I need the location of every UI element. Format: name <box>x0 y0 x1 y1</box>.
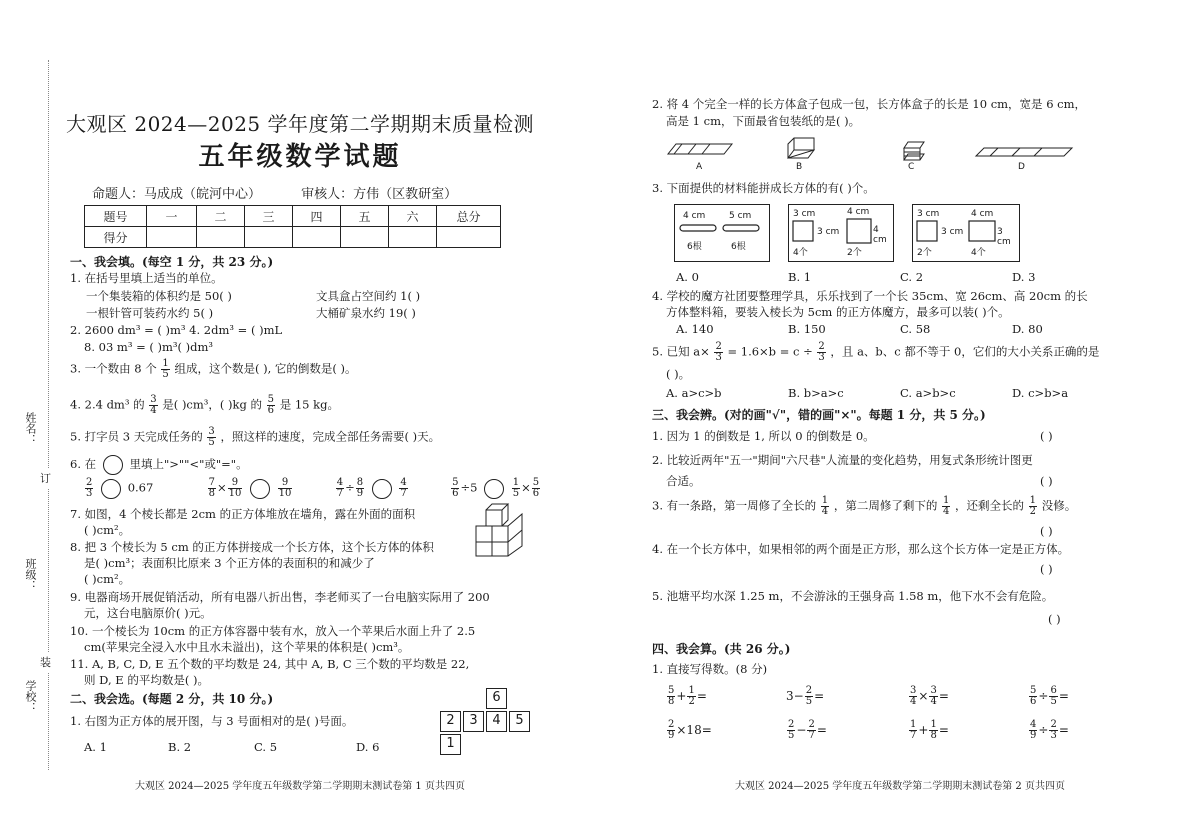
fig3-d: 3 cm <box>997 227 1011 247</box>
compare-circle-icon <box>103 455 123 475</box>
name-label: 姓名： <box>24 412 37 445</box>
question-4-post: 是 15 kg。 <box>279 397 339 412</box>
score-input-cell[interactable] <box>389 227 437 248</box>
frac-5-8: $\frac{5}{8}$ <box>668 685 675 707</box>
frac-1-2: $\frac{1}{2}$ <box>1029 495 1037 517</box>
s3q4-answer-paren[interactable]: ( ) <box>1040 562 1053 576</box>
binding-zhuang: 装 <box>40 652 51 672</box>
s2q5-mid: = 1.6×b = c ÷ <box>727 344 813 359</box>
frac-5-6b: $\frac{5}{6}$ <box>452 477 459 499</box>
fig3-b: 4 cm <box>971 209 994 219</box>
score-input-cell[interactable] <box>341 227 389 248</box>
question-3-pre: 3. 一个数由 8 个 <box>70 361 157 376</box>
score-row-label: 得分 <box>85 227 147 248</box>
s3-question-2a: 2. 比较近两年"五一"期间"六尺巷"人流量的变化趋势，用复式条形统计图更 <box>652 453 1033 467</box>
frac-5-6d: $\frac{5}{6}$ <box>1030 685 1037 707</box>
net-face-2: 2 <box>440 711 461 732</box>
score-input-cell[interactable] <box>245 227 293 248</box>
question-1: 1. 在括号里填上适当的单位。 <box>70 271 223 285</box>
question-9a: 9. 电器商场开展促销活动，所有电器八折出售，李老师买了一台电脑实际用了 200 <box>70 590 490 604</box>
packaging-label-b: B <box>796 162 803 172</box>
fig2-e: 4个 <box>793 248 808 258</box>
fig2-b: 4 cm <box>847 207 870 217</box>
frac-2-5b: $\frac{2}{5}$ <box>788 719 795 741</box>
score-header-cell: 三 <box>245 206 293 227</box>
binding-ding: 订 <box>40 468 51 488</box>
fig3-c: 3 cm <box>941 227 964 237</box>
frac-7-8: $\frac{7}{8}$ <box>208 477 215 499</box>
s2-question-2a: 2. 将 4 个完全一样的长方体盒子包成一包，长方体盒子的长是 10 cm，宽是 6 cm， <box>652 97 1087 111</box>
stacked-cubes-figure <box>472 500 532 560</box>
s2q4-option-c[interactable]: C. 58 <box>900 322 931 336</box>
score-header-cell: 六 <box>389 206 437 227</box>
s2q5-pre: 5. 已知 a× <box>652 344 710 359</box>
exam-page-2 <box>600 0 1200 830</box>
exam-title-line1: 大观区 2024—2025 学年度第二学期期末质量检测 <box>65 112 534 136</box>
frac-4-9: $\frac{4}{9}$ <box>1030 719 1037 741</box>
question-11a: 11. A, B, C, D, E 五个数的平均数是 24, 其中 A, B, C 三个数的平均数是 22, <box>70 657 470 671</box>
s2q1-option-d[interactable]: D. 6 <box>356 740 380 754</box>
s2-question-4b: 方体整料箱，要装入棱长为 5cm 的正方体魔方，最多可以装( )个。 <box>666 305 1010 319</box>
fig2-f: 2个 <box>847 248 862 258</box>
compare-circle-b[interactable] <box>250 479 270 499</box>
calc-item[interactable]: $\frac{4}{9}$ ÷ $\frac{2}{3}$ = <box>1030 719 1069 741</box>
score-header-cell: 总分 <box>437 206 501 227</box>
exam-title-line2: 五年级数学试题 <box>198 142 402 172</box>
material-box-3 <box>912 204 1020 262</box>
score-input-cell[interactable] <box>437 227 501 248</box>
s3-question-3 <box>652 496 1076 517</box>
question-9b: 元，这台电脑原价( )元。 <box>84 606 212 620</box>
fraction-5-6: $\frac{5}{6}$ <box>267 394 275 416</box>
s2q3-option-c[interactable]: C. 2 <box>900 270 924 284</box>
question-11b: 则 D, E 的平均数是( )。 <box>84 673 209 687</box>
frac-1-4b: $\frac{1}{4}$ <box>942 495 950 517</box>
s2q3-option-b[interactable]: B. 1 <box>788 270 812 284</box>
net-face-1: 1 <box>440 734 461 755</box>
score-input-cell[interactable] <box>197 227 245 248</box>
s2q3-option-d[interactable]: D. 3 <box>1012 270 1036 284</box>
score-header-cell: 二 <box>197 206 245 227</box>
question-5 <box>70 427 440 448</box>
compare-circle-d[interactable] <box>484 479 504 499</box>
s2-question-2b: 高是 1 cm，下面最省包装纸的是( )。 <box>666 114 861 128</box>
frac-4-7: $\frac{4}{7}$ <box>336 477 344 499</box>
question-10a: 10. 一个棱长为 10cm 的正方体容器中装有水，放入一个苹果后水面上升了 2.5 <box>70 624 476 638</box>
s3-question-1: 1. 因为 1 的倒数是 1, 所以 0 的倒数是 0。 <box>652 429 875 443</box>
frac-2-3: $\frac{2}{3}$ <box>86 477 93 499</box>
packaging-label-d: D <box>1018 162 1025 172</box>
author: 命题人：马成成（皖河中心） <box>92 187 262 202</box>
frac-1-5b: $\frac{1}{5}$ <box>512 477 520 499</box>
score-header-cell: 四 <box>293 206 341 227</box>
calc-item[interactable]: $\frac{3}{4}$ × $\frac{3}{4}$ = <box>910 685 949 707</box>
score-input-cell[interactable] <box>147 227 197 248</box>
score-input-cell[interactable] <box>293 227 341 248</box>
calc-item[interactable]: $\frac{2}{5}$ − $\frac{2}{7}$ = <box>788 719 827 741</box>
fig3-f: 4个 <box>971 248 986 258</box>
frac-9-10b: $\frac{9}{10}$ <box>278 477 292 499</box>
s3q5-answer-paren[interactable]: ( ) <box>1048 612 1061 626</box>
frac-1-2b: $\frac{1}{2}$ <box>688 685 695 707</box>
packaging-label-c: C <box>908 162 915 172</box>
compare-circle-a[interactable] <box>101 479 121 499</box>
s2q5-option-b[interactable]: B. b>a>c <box>788 386 844 400</box>
compare-d-op: ÷5 <box>460 480 478 495</box>
fig2-d: 4 cm <box>873 225 887 245</box>
frac-4-7b: $\frac{4}{7}$ <box>400 477 407 499</box>
compare-circle-c[interactable] <box>372 479 392 499</box>
question-5-pre: 5. 打字员 3 天完成任务的 <box>70 429 203 444</box>
s3q3-answer-paren[interactable]: ( ) <box>1040 524 1053 538</box>
fraction-3-4: $\frac{3}{4}$ <box>150 394 157 416</box>
frac-2-9: $\frac{2}{9}$ <box>668 719 675 741</box>
s4-question-1: 1. 直接写得数。(8 分) <box>652 662 768 676</box>
calc-item[interactable]: $\frac{5}{6}$ ÷ $\frac{6}{5}$ = <box>1030 685 1069 707</box>
fig1-len-b: 5 cm <box>729 211 752 221</box>
fraction-1-5: $\frac{1}{5}$ <box>162 358 169 380</box>
question-1c: 一根针管可装药水约 5( ) <box>86 306 214 320</box>
question-4-mid: 是( )cm³，( )kg 的 <box>162 397 262 412</box>
score-header-cell: 一 <box>147 206 197 227</box>
fig2-c: 3 cm <box>817 227 840 237</box>
frac-2-3c: $\frac{2}{3}$ <box>715 341 722 363</box>
s3q3-mid: ，第二周修了剩下的 <box>833 498 938 513</box>
frac-3-4c: $\frac{3}{4}$ <box>930 685 937 707</box>
question-1b: 文具盒占空间约 1( ) <box>316 289 421 303</box>
calc-item[interactable]: 3− $\frac{2}{5}$ = <box>786 685 825 707</box>
fig1-count-b: 6根 <box>731 242 746 252</box>
question-6-pre: 6. 在 <box>70 457 97 471</box>
section-2-heading: 二、我会选。(每题 2 分，共 10 分。) <box>70 692 274 706</box>
s2q1-option-b[interactable]: B. 2 <box>168 740 192 754</box>
authors-line <box>92 183 493 202</box>
score-header-cell: 五 <box>341 206 389 227</box>
s2-question-4a: 4. 学校的魔方社团要整理学具，乐乐找到了一个长 35cm、宽 26cm、高 20cm 的长 <box>652 289 1088 303</box>
frac-1-7: $\frac{1}{7}$ <box>910 719 917 741</box>
question-6-items: $\frac{2}{3}$ 0.67 $\frac{7}{8}$ × $\frac{9}{10}$ $\frac{9}{10}$ $\frac{4}{7}$ ÷ $\frac{8}{9}$ $\frac{4}{7}$ $\frac{5}{6}$ ÷5 $\frac{1}{5}$ × $\frac{5}{6}$ <box>86 477 540 499</box>
fraction-3-5: $\frac{3}{5}$ <box>208 426 215 448</box>
fig3-a: 3 cm <box>917 209 940 219</box>
s2q1-option-c[interactable]: C. 5 <box>254 740 278 754</box>
s2q1-option-a[interactable]: A. 1 <box>84 740 107 754</box>
s2-question-3: 3. 下面提供的材料能拼成长方体的有( )个。 <box>652 181 875 195</box>
frac-2-3e: $\frac{2}{3}$ <box>1050 719 1057 741</box>
question-3-post: 组成，这个数是( ), 它的倒数是( )。 <box>174 361 357 376</box>
frac-3-4b: $\frac{3}{4}$ <box>910 685 917 707</box>
frac-5-6c: $\frac{5}{6}$ <box>532 477 540 499</box>
s3-question-2b: 合适。 <box>666 474 701 488</box>
section-2-question-1: 1. 右图为正方体的展开图，与 3 号面相对的是( )号面。 <box>70 714 354 728</box>
net-face-5: 5 <box>509 711 530 732</box>
frac-2-7: $\frac{2}{7}$ <box>808 719 815 741</box>
question-7a: 7. 如图，4 个棱长都是 2cm 的正方体堆放在墙角，露在外面的面积 <box>70 507 416 521</box>
frac-6-5: $\frac{6}{5}$ <box>1050 685 1057 707</box>
s2q4-option-b[interactable]: B. 150 <box>788 322 826 336</box>
score-header-cell: 题号 <box>85 206 147 227</box>
net-face-4: 4 <box>486 711 507 732</box>
score-table-header <box>85 206 501 227</box>
question-1d: 大桶矿泉水约 19( ) <box>316 306 416 320</box>
question-4 <box>70 395 339 416</box>
s3q1-answer-paren[interactable]: ( ) <box>1040 429 1053 443</box>
question-6-post: 里填上">""<"或"="。 <box>129 457 248 471</box>
score-table-row <box>85 227 501 248</box>
question-4-pre: 4. 2.4 dm³ 的 <box>70 397 145 412</box>
class-label: 班级： <box>24 558 37 591</box>
section-4-heading: 四、我会算。(共 26 分。) <box>652 642 791 656</box>
section-1-heading: 一、我会填。(每空 1 分，共 23 分。) <box>70 255 274 269</box>
question-10b: cm(苹果完全浸入水中且水未溢出)，这个苹果的体积是( )cm³。 <box>84 640 410 654</box>
question-6 <box>70 455 248 475</box>
s2q4-option-d[interactable]: D. 80 <box>1012 322 1043 336</box>
s2q3-option-a[interactable]: A. 0 <box>676 270 699 284</box>
material-box-2 <box>788 204 894 262</box>
frac-1-8: $\frac{1}{8}$ <box>930 719 937 741</box>
s2q5-option-a[interactable]: A. a>c>b <box>666 386 722 400</box>
s2-question-5 <box>652 342 1099 363</box>
compare-a-tail: 0.67 <box>127 480 154 495</box>
frac-2-5: $\frac{2}{5}$ <box>805 685 813 707</box>
question-1a: 一个集装箱的体积约是 50( ) <box>86 289 232 303</box>
fig2-a: 3 cm <box>793 209 816 219</box>
frac-9-10: $\frac{9}{10}$ <box>228 477 242 499</box>
net-face-3: 3 <box>463 711 484 732</box>
s3q2-answer-paren[interactable]: ( ) <box>1040 474 1053 488</box>
s3q3-pre: 3. 有一条路，第一周修了全长的 <box>652 498 817 513</box>
s2q5-post: ，且 a、b、c 都不等于 0，它们的大小关系正确的是 <box>830 344 1100 359</box>
school-label: 学校： <box>24 680 37 713</box>
net-face-6: 6 <box>486 688 507 709</box>
question-8b: 是( )cm³；表面积比原来 3 个正方体的表面积的和减少了 <box>84 556 375 570</box>
section-3-heading: 三、我会辨。(对的画"√"，错的画"×"。每题 1 分，共 5 分。) <box>652 408 986 422</box>
frac-1-4a: $\frac{1}{4}$ <box>821 495 829 517</box>
question-8c: ( )cm²。 <box>84 572 131 586</box>
score-table <box>84 205 501 248</box>
question-5-post: ，照这样的速度，完成全部任务需要( )天。 <box>220 429 441 444</box>
s2q5-option-d[interactable]: D. c>b>a <box>1012 386 1069 400</box>
reviewer: 审核人：方伟（区教研室） <box>301 187 458 202</box>
s3q3-mid2: ，还剩全长的 <box>955 498 1025 513</box>
fig1-len-a: 4 cm <box>683 211 706 221</box>
question-8a: 8. 把 3 个棱长为 5 cm 的正方体拼接成一个长方体，这个长方体的体积 <box>70 540 434 554</box>
calc-item[interactable]: $\frac{1}{7}$ + $\frac{1}{8}$ = <box>910 719 949 741</box>
s2q5-option-c[interactable]: C. a>b>c <box>900 386 956 400</box>
question-3 <box>70 359 357 380</box>
calc-item[interactable]: $\frac{2}{9}$ ×18= <box>668 719 712 741</box>
fig3-e: 2个 <box>917 248 932 258</box>
question-2b: 8. 03 m³ = ( )m³( )dm³ <box>84 340 214 354</box>
calc-item[interactable]: $\frac{5}{8}$ + $\frac{1}{2}$ = <box>668 685 707 707</box>
question-2a: 2. 2600 dm³ = ( )m³ 4. 2dm³ = ( )mL <box>70 323 283 337</box>
material-box-1 <box>674 204 770 262</box>
packaging-label-a: A <box>696 162 703 172</box>
frac-8-9: $\frac{8}{9}$ <box>356 477 364 499</box>
page-2-footer: 大观区 2024—2025 学年度五年级数学第二学期期末测试卷第 2 页共四页 <box>735 781 1065 792</box>
s3q3-post: 没修。 <box>1041 498 1077 513</box>
fig1-count-a: 6根 <box>687 242 702 252</box>
question-7b: ( )cm²。 <box>84 523 131 537</box>
packaging-options-figure <box>664 136 1144 166</box>
frac-2-3d: $\frac{2}{3}$ <box>818 341 825 363</box>
s3-question-5: 5. 池塘平均水深 1.25 m，不会游泳的王强身高 1.58 m，他下水不会有危险。 <box>652 589 1054 603</box>
s2-question-5b: ( )。 <box>666 367 691 381</box>
s2q4-option-a[interactable]: A. 140 <box>676 322 714 336</box>
page-1-footer: 大观区 2024—2025 学年度五年级数学第二学期期末测试卷第 1 页共四页 <box>135 781 465 792</box>
s3-question-4: 4. 在一个长方体中，如果相邻的两个面是正方形，那么这个长方体一定是正方体。 <box>652 542 1070 556</box>
